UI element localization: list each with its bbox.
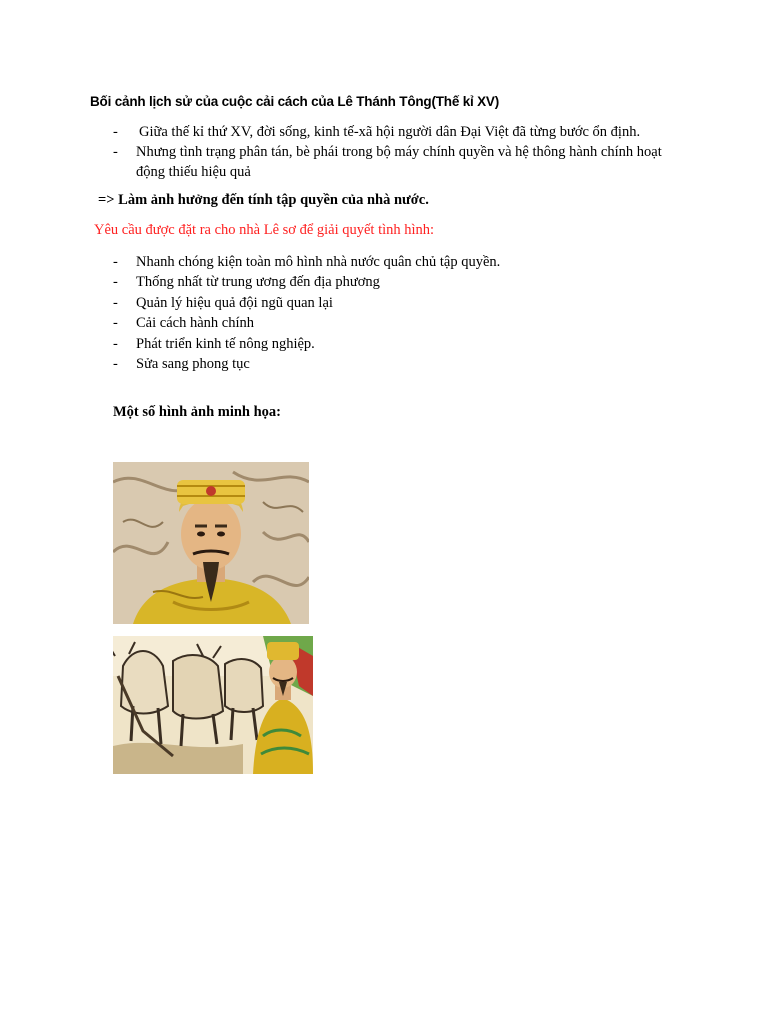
- list-item-text: Thống nhất từ trung ương đến địa phương: [136, 274, 380, 291]
- list-item: [113, 252, 673, 272]
- dash-bullet: -: [113, 356, 118, 373]
- list-item: [113, 272, 673, 292]
- list-item-text: Phát triển kinh tế nông nghiệp.: [136, 335, 315, 352]
- list-item-text: Nhưng tình trạng phân tán, bè phái trong bộ máy chính quyền và hệ thông hành chính hoạt động thiếu hiệu quả: [136, 144, 662, 180]
- context-list: [113, 122, 673, 182]
- list-item-text: Cải cách hành chính: [136, 315, 254, 332]
- conclusion-text: => Làm ảnh hưởng đến tính tập quyền của nhà nước.: [98, 192, 429, 208]
- emperor-portrait-image: [113, 462, 309, 624]
- list-item-text: Giữa thế kỉ thứ XV, đời sống, kinh tế-xã hội người dân Đại Việt đã từng bước ổn định.: [139, 124, 641, 140]
- dash-bullet: -: [113, 294, 118, 311]
- list-item: [113, 313, 673, 333]
- farming-scene-image: [113, 636, 313, 774]
- list-item: [113, 122, 673, 142]
- dash-bullet: -: [113, 254, 118, 270]
- requirement-list: [113, 252, 673, 374]
- list-item: [113, 293, 673, 313]
- list-item: [113, 354, 673, 374]
- document-heading: Bối cảnh lịch sử của cuộc cải cách của Lê Thánh Tông(Thế kỉ XV): [90, 94, 500, 109]
- illustrations-label: Một số hình ảnh minh họa:: [113, 404, 282, 420]
- dash-bullet: -: [113, 124, 118, 140]
- list-item-text: Nhanh chóng kiện toàn mô hình nhà nước quân chủ tập quyền.: [136, 254, 501, 270]
- dash-bullet: -: [113, 335, 118, 352]
- requirement-heading: Yêu cầu được đặt ra cho nhà Lê sơ để giải quyết tình hình:: [94, 222, 435, 238]
- list-item: [113, 334, 673, 354]
- dash-bullet: -: [113, 274, 118, 291]
- list-item-text: Sửa sang phong tục: [136, 356, 250, 373]
- dash-bullet: -: [113, 315, 118, 332]
- list-item-text: Quản lý hiệu quả đội ngũ quan lại: [136, 294, 333, 311]
- dash-bullet: -: [113, 144, 118, 160]
- list-item: [113, 142, 673, 182]
